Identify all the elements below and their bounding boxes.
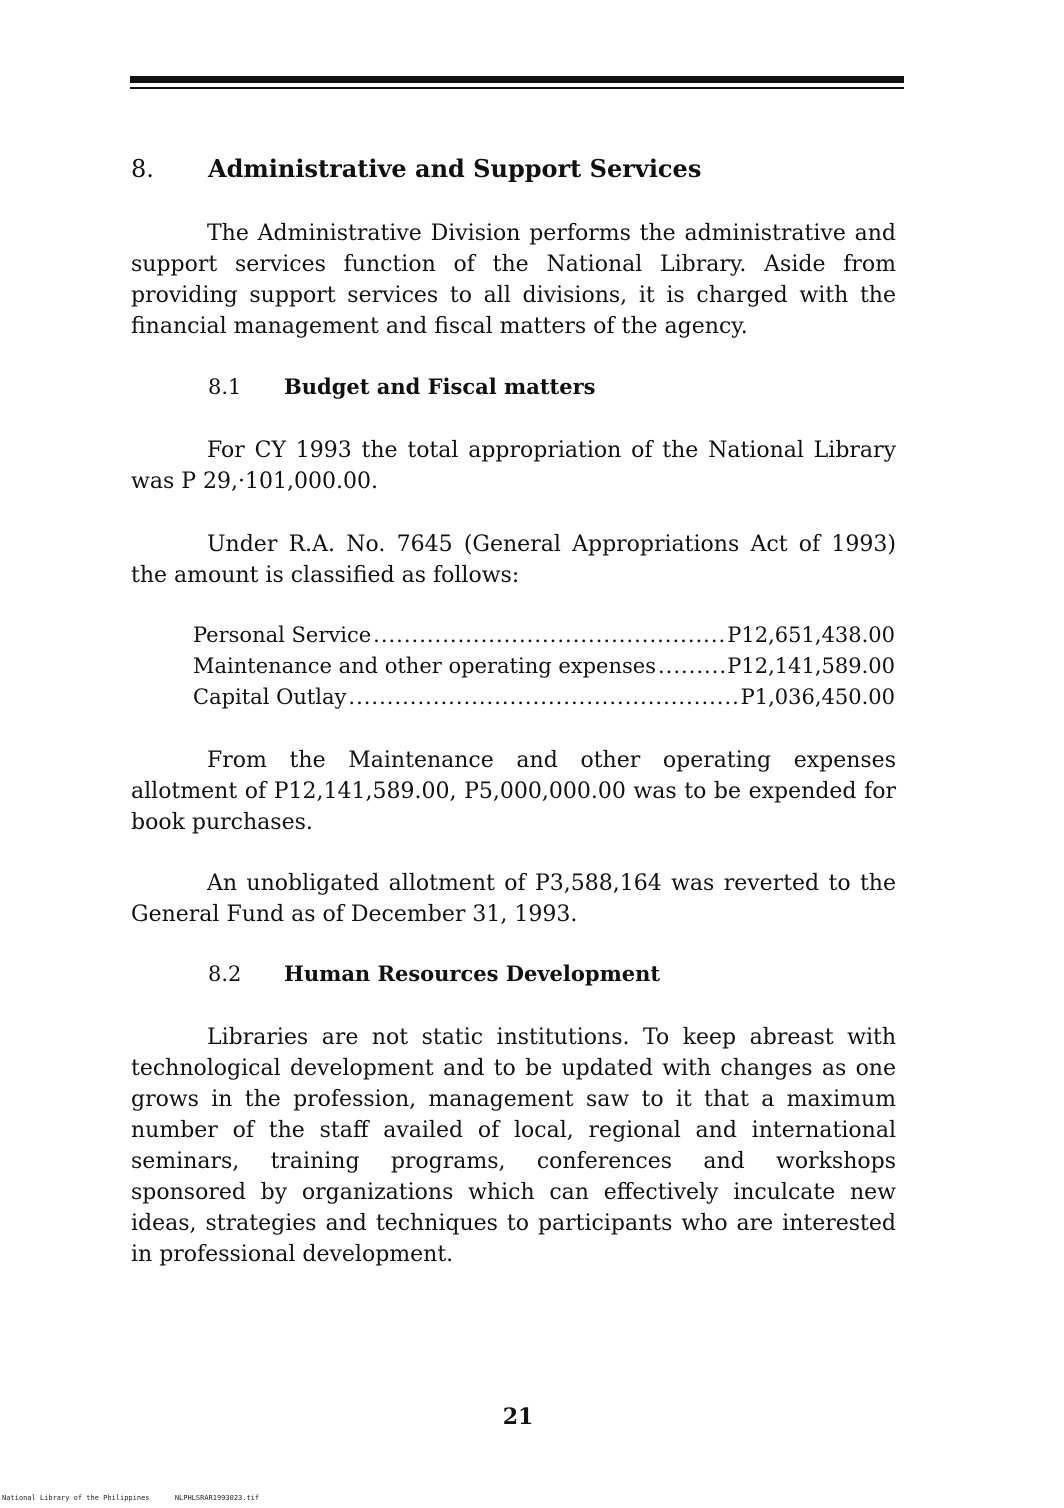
book-purchase-paragraph: From the Maintenance and other operating expenses allotment of P12,141,589.00, P5,000,000.00 was to be expended for book purchases.	[131, 748, 896, 835]
section-intro-paragraph: The Administrative Division performs the administrative and support services function of the National Library. Aside from providing support services to all divisions, it is charged with the financial management and fiscal matters of the agency.	[131, 221, 896, 339]
section-number: 8.	[131, 155, 154, 183]
allocation-row-capital-outlay	[193, 682, 895, 713]
subsection-number-hr: 8.2	[208, 962, 242, 986]
hr-development-paragraph: Libraries are not static institutions. To keep abreast with technological development and to be updated with changes as one grows in the profession, management saw to it that a maximum number of the staff availed of local, regional and international seminars, training programs, conferences and workshops sponsored by organizations which can effectively inculcate new ideas, strategies and techniques to participants who are interested in professional development.	[131, 1025, 896, 1267]
dot-leader	[348, 682, 738, 713]
subsection-title-hr: Human Resources Development	[284, 961, 661, 986]
allocation-amount: P12,141,589.00	[727, 654, 895, 678]
footer-source: National Library of the Philippines	[2, 1494, 150, 1502]
allocation-row-maintenance	[193, 651, 895, 682]
allocation-list	[193, 620, 895, 713]
budget-classification-paragraph: Under R.A. No. 7645 (General Appropriations Act of 1993) the amount is classified as follows:	[131, 532, 896, 588]
budget-appropriation-paragraph: For CY 1993 the total appropriation of the National Library was P 29,·101,000.00.	[131, 438, 896, 494]
allocation-amount: P1,036,450.00	[740, 685, 895, 709]
allocation-row-personal-service	[193, 620, 895, 651]
unobligated-allotment-paragraph: An unobligated allotment of P3,588,164 was reverted to the General Fund as of December 31, 1993.	[131, 871, 896, 927]
footer-file: NLPHLSRAR1993023.tif	[174, 1494, 260, 1502]
dot-leader	[658, 651, 725, 682]
allocation-label: Maintenance and other operating expenses	[193, 654, 656, 678]
allocation-label: Personal Service	[193, 623, 372, 647]
subsection-title-budget: Budget and Fiscal matters	[284, 374, 596, 399]
header-rule-thick	[130, 76, 904, 83]
allocation-label: Capital Outlay	[193, 685, 347, 709]
page-number: 21	[502, 1404, 534, 1430]
allocation-amount: P12,651,438.00	[727, 623, 895, 647]
dot-leader	[373, 620, 725, 651]
header-rule-thin	[130, 87, 904, 89]
section-title: Administrative and Support Services	[208, 154, 702, 183]
subsection-number-budget: 8.1	[208, 375, 242, 399]
scan-footer	[2, 1494, 259, 1503]
